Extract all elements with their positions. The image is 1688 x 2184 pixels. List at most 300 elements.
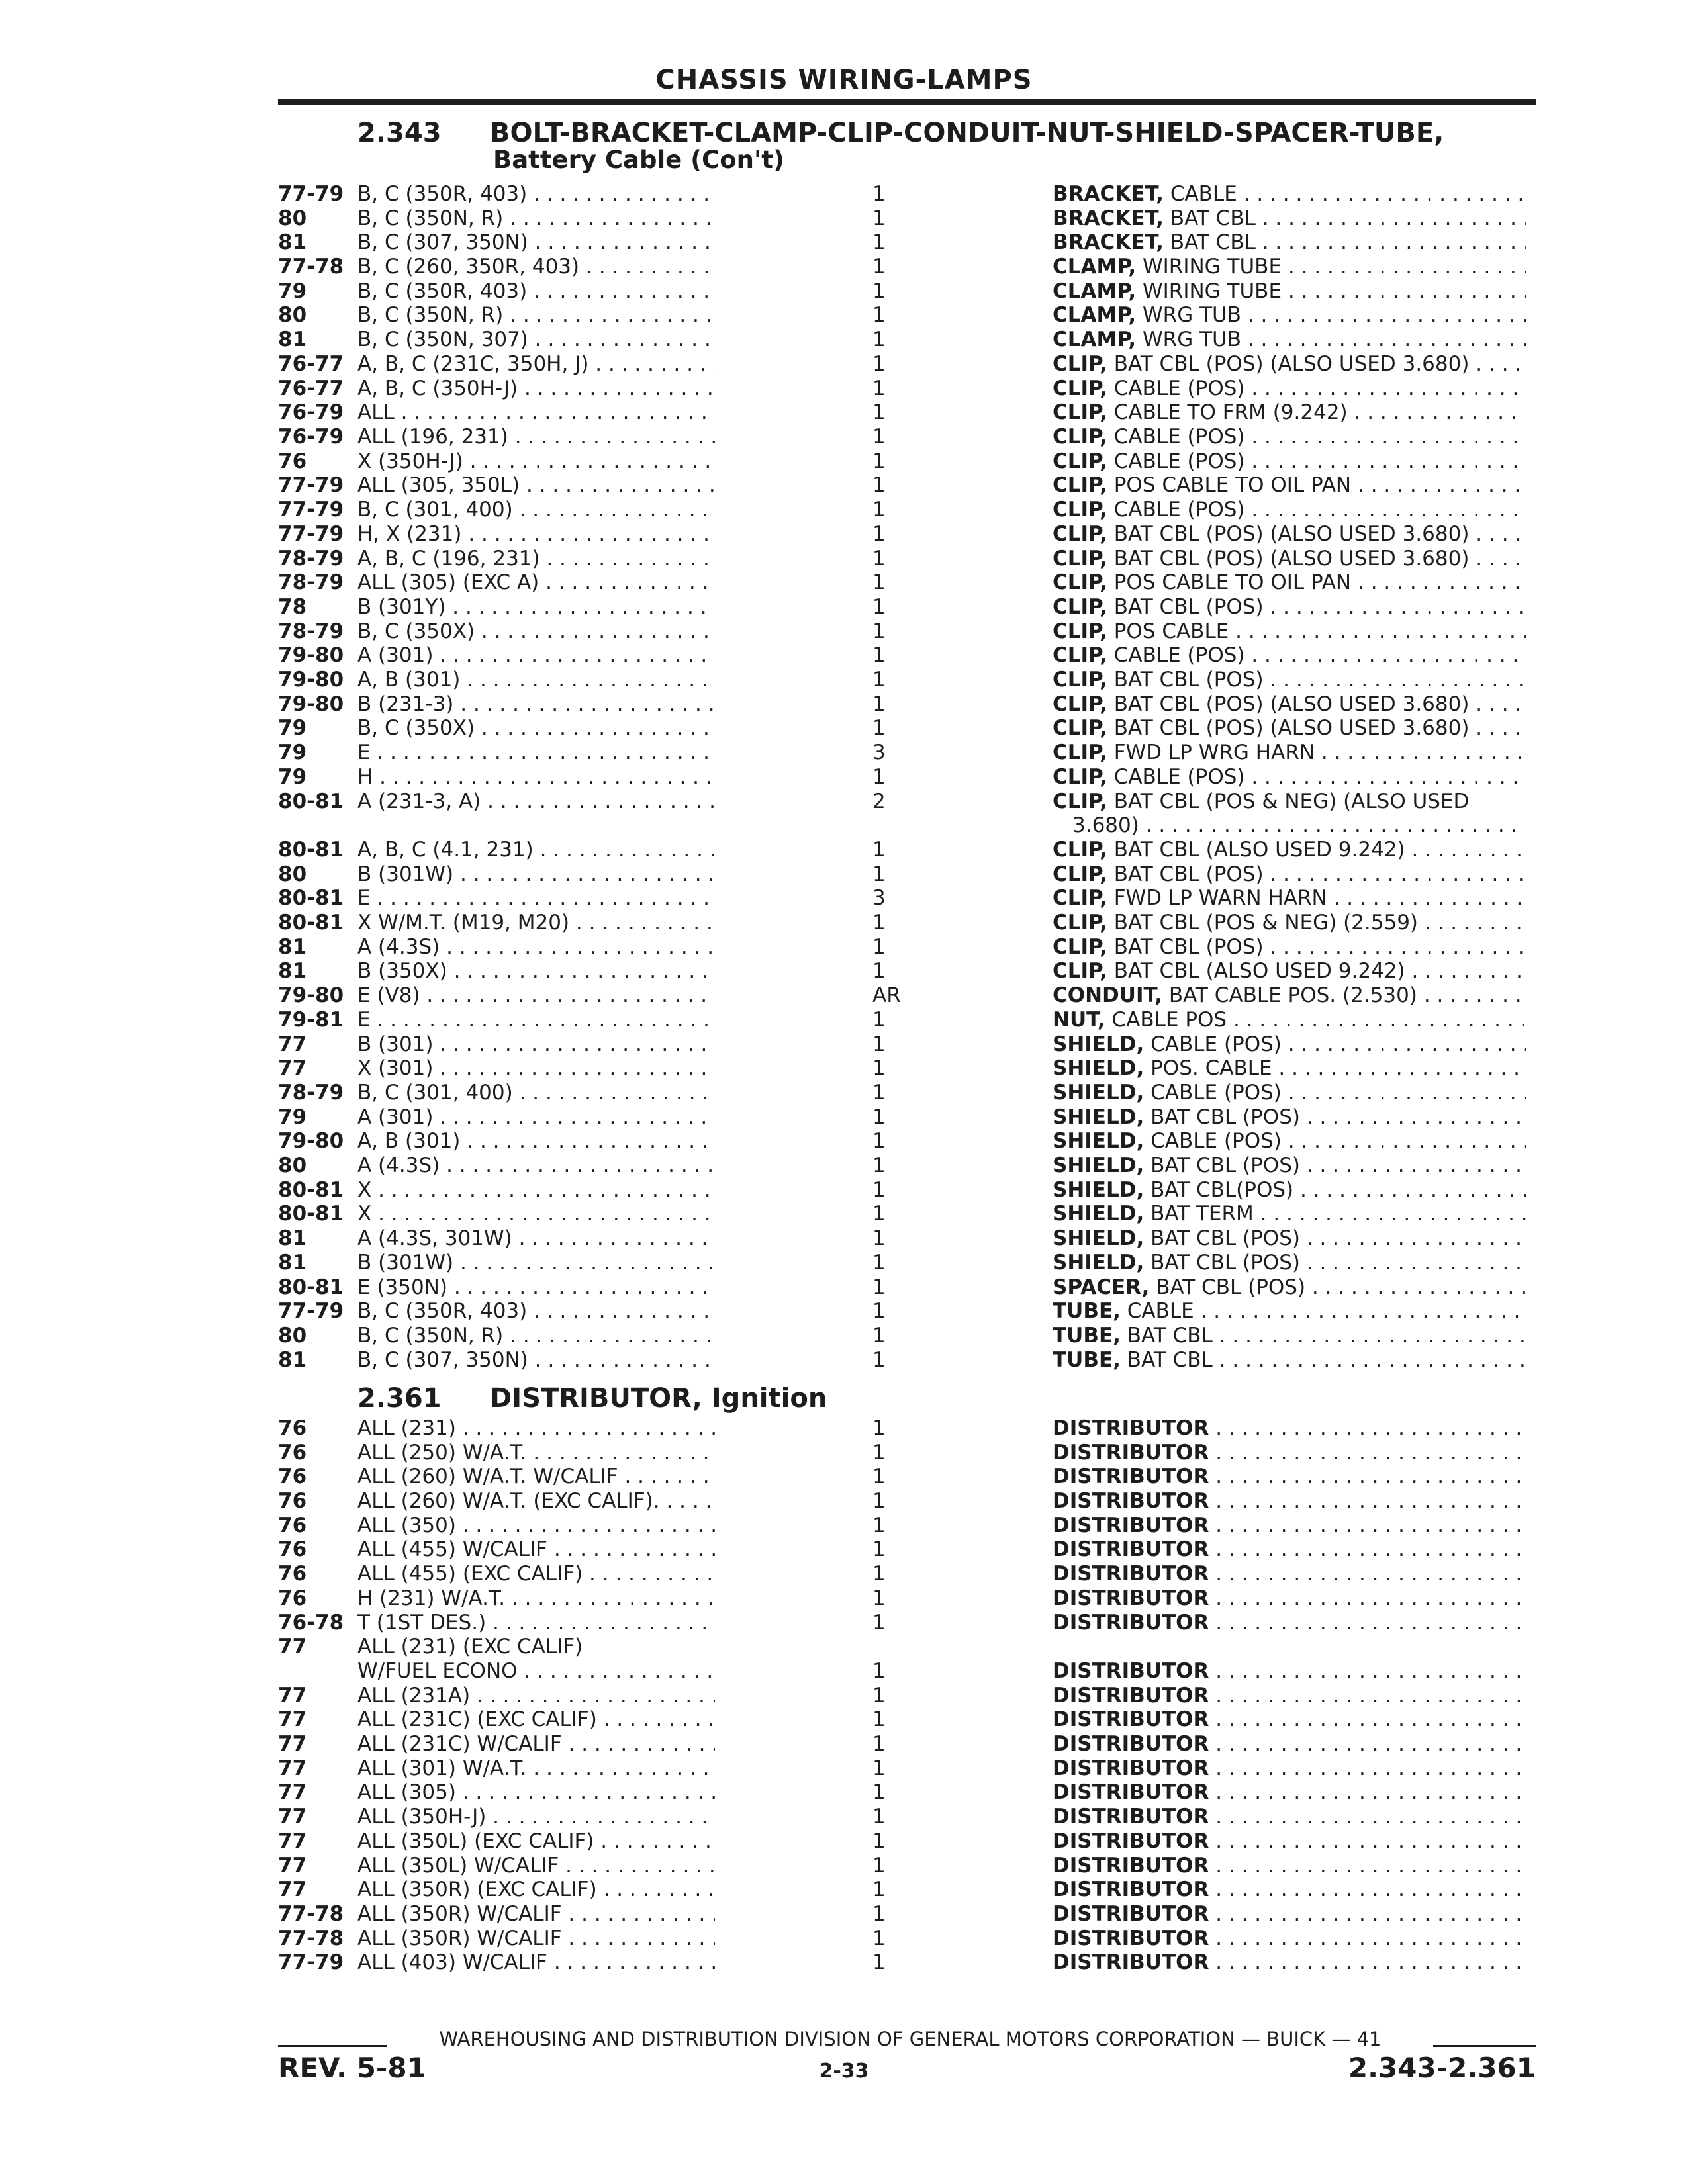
part-name: CLIP, [1053, 716, 1107, 740]
description-cell [1053, 1586, 1526, 1611]
application-cell: H . . . [357, 765, 715, 790]
year-cell: 80-81 [278, 886, 344, 910]
application-cell: A, B (301) . . . [357, 668, 715, 692]
part-detail: WRG TUB [1143, 303, 1241, 327]
description-cell [1053, 1251, 1526, 1275]
section-title-suffix: Ignition [711, 1383, 827, 1414]
application-cell: ALL (250) W/A.T. . . . [357, 1441, 715, 1465]
application-cell: ALL (350) . . . [357, 1514, 715, 1538]
application-cell: ALL (260) W/A.T. (EXC CALIF). . . . [357, 1489, 715, 1514]
part-detail: POS CABLE [1113, 619, 1229, 643]
description-cell [1053, 1154, 1526, 1178]
part-detail: CABLE [1127, 1299, 1194, 1323]
year-cell: 79 [278, 716, 307, 740]
year-cell: 76-79 [278, 425, 344, 449]
year-cell: 77 [278, 1780, 307, 1804]
part-detail: POS CABLE TO OIL PAN [1113, 570, 1352, 594]
part-name: CLAMP, [1053, 279, 1137, 303]
description-cell [1053, 1707, 1526, 1732]
quantity-cell: 1 [872, 425, 886, 449]
application-cell: ALL . . . [357, 400, 715, 425]
application-cell: ALL (350L) (EXC CALIF) . . . [357, 1829, 715, 1854]
part-detail: CABLE TO FRM (9.242) [1113, 400, 1348, 424]
application-cell: A (4.3S, 301W) . . . [357, 1226, 715, 1251]
year-cell: 77 [278, 1056, 307, 1080]
application-cell: A (301) . . . [357, 643, 715, 668]
quantity-cell: 1 [872, 1756, 886, 1780]
part-name: CLIP, [1053, 425, 1107, 449]
part-detail: BAT CBL (POS) (ALSO USED 3.680) [1113, 352, 1470, 376]
part-name: DISTRIBUTOR [1053, 1586, 1209, 1610]
application-cell: E . . . [357, 741, 715, 765]
application-cell: A, B, C (231C, 350H, J) . . . [357, 352, 715, 377]
part-detail: BAT CBL (POS) [1156, 1275, 1306, 1299]
application-cell: B, C (350N, 307) . . . [357, 328, 715, 352]
year-cell: 77 [278, 1756, 307, 1780]
year-cell: 77-78 [278, 255, 344, 279]
year-cell: 78-79 [278, 570, 344, 594]
description-cell [1053, 1537, 1526, 1562]
quantity-cell: 1 [872, 570, 886, 594]
section-number: 2.361 [357, 1383, 442, 1414]
year-cell: 78-79 [278, 547, 344, 570]
footer-rule-left [278, 2045, 387, 2047]
description-cell [1053, 716, 1526, 741]
year-cell: 77 [278, 1854, 307, 1878]
year-cell: 77 [278, 1635, 307, 1659]
year-cell: 77-79 [278, 182, 344, 206]
year-cell: 76 [278, 1586, 307, 1610]
quantity-cell: 1 [872, 619, 886, 643]
part-detail: BAT CBL (POS) [1113, 668, 1264, 692]
description-cell [1053, 935, 1526, 960]
section-number: 2.343 [357, 118, 442, 148]
year-cell: 77-79 [278, 1950, 344, 1974]
description-cell [1053, 522, 1526, 547]
quantity-cell: 1 [872, 1732, 886, 1756]
year-cell: 79-80 [278, 1129, 344, 1153]
part-detail: BAT CABLE POS. (2.530) [1168, 983, 1417, 1007]
part-name: DISTRIBUTOR [1053, 1537, 1209, 1561]
description-cell [1053, 1902, 1526, 1927]
quantity-cell: 1 [872, 1878, 886, 1901]
year-cell: 79 [278, 741, 307, 764]
year-cell: 81 [278, 1226, 307, 1250]
description-cell [1053, 1348, 1526, 1373]
year-cell: 76-77 [278, 377, 344, 400]
footer-rule-right [1433, 2045, 1536, 2047]
application-cell: ALL (260) W/A.T. W/CALIF . . . [357, 1465, 715, 1489]
quantity-cell: 1 [872, 935, 886, 959]
application-cell: B, C (350N, R) . . . [357, 206, 715, 231]
part-name: DISTRIBUTOR [1053, 1441, 1209, 1465]
year-cell: 76-79 [278, 400, 344, 424]
year-cell: 80 [278, 303, 307, 327]
part-name: SHIELD, [1053, 1226, 1145, 1250]
section-title: BOLT-BRACKET-CLAMP-CLIP-CONDUIT-NUT-SHIELD-SPACER-TUBE, [490, 118, 1444, 148]
year-cell: 76 [278, 1562, 307, 1586]
application-cell: E (V8) . . . [357, 983, 715, 1008]
description-cell [1053, 790, 1526, 814]
description-cell [1053, 1562, 1526, 1586]
quantity-cell: 1 [872, 1416, 886, 1440]
year-cell: 77 [278, 1684, 307, 1707]
quantity-cell: 1 [872, 498, 886, 522]
application-cell: B, C (301, 400) . . . [357, 498, 715, 522]
application-cell: B (301W) . . . [357, 862, 715, 887]
part-name: DISTRIBUTOR [1053, 1416, 1209, 1440]
description-cell [1053, 1226, 1526, 1251]
year-cell: 78 [278, 595, 307, 619]
year-cell: 80-81 [278, 790, 344, 813]
application-cell: ALL (350L) W/CALIF . . . [357, 1854, 715, 1878]
part-name: CLIP, [1053, 547, 1107, 570]
application-cell: A (4.3S) . . . [357, 935, 715, 960]
part-name: DISTRIBUTOR [1053, 1562, 1209, 1586]
description-cell [1053, 619, 1526, 644]
description-cell [1053, 255, 1526, 279]
part-name: CLAMP, [1053, 328, 1137, 351]
description-cell [1053, 182, 1526, 206]
description-cell [1053, 1178, 1526, 1203]
part-name: SHIELD, [1053, 1105, 1145, 1129]
description-cell [1053, 765, 1526, 790]
quantity-cell: 1 [872, 1056, 886, 1080]
year-cell: 81 [278, 935, 307, 959]
quantity-cell: 1 [872, 206, 886, 230]
quantity-cell: 1 [872, 1105, 886, 1129]
application-cell: B, C (307, 350N) . . . [357, 1348, 715, 1373]
part-detail: BAT CBL (POS) (ALSO USED 3.680) [1113, 692, 1470, 716]
application-cell: ALL (350R) (EXC CALIF) . . . [357, 1878, 715, 1902]
part-detail: CABLE (POS) [1113, 425, 1245, 449]
year-cell: 79-81 [278, 1008, 344, 1032]
quantity-cell: 1 [872, 1154, 886, 1177]
quantity-cell: 1 [872, 547, 886, 570]
year-cell: 76 [278, 1465, 307, 1488]
part-name: TUBE, [1053, 1324, 1121, 1347]
year-cell: 78-79 [278, 1081, 344, 1105]
part-detail: CABLE (POS) [1113, 449, 1245, 473]
quantity-cell: 1 [872, 1081, 886, 1105]
year-cell: 79 [278, 765, 307, 789]
part-name: DISTRIBUTOR [1053, 1854, 1209, 1878]
quantity-cell: 1 [872, 1348, 886, 1372]
application-cell: ALL (305) . . . [357, 1780, 715, 1805]
description-cell [1053, 1056, 1526, 1081]
application-cell: ALL (231) (EXC CALIF) [357, 1635, 583, 1659]
application-cell: H (231) W/A.T. . . . [357, 1586, 715, 1611]
year-cell: 80 [278, 206, 307, 230]
part-name: CLIP, [1053, 522, 1107, 546]
quantity-cell: 1 [872, 1829, 886, 1853]
year-cell: 77 [278, 1829, 307, 1853]
part-name: SHIELD, [1053, 1129, 1145, 1153]
year-cell: 80 [278, 1324, 307, 1347]
quantity-cell: 1 [872, 328, 886, 351]
description-cell [1053, 595, 1526, 619]
year-cell: 76 [278, 1537, 307, 1561]
description-cell [1053, 206, 1526, 231]
application-cell: A, B, C (350H-J) . . . [357, 377, 715, 401]
description-cell [1053, 1324, 1526, 1348]
part-name: CLIP, [1053, 377, 1107, 400]
part-detail: BAT CBL (POS) [1150, 1226, 1300, 1250]
quantity-cell: 1 [872, 1684, 886, 1707]
quantity-cell: 1 [872, 595, 886, 619]
year-cell: 77-79 [278, 498, 344, 522]
year-cell: 76 [278, 449, 307, 473]
application-cell: ALL (301) W/A.T. . . . [357, 1756, 715, 1781]
year-cell: 78-79 [278, 619, 344, 643]
part-name: DISTRIBUTOR [1053, 1611, 1209, 1635]
description-cell [1053, 838, 1526, 862]
application-cell: B (350X) . . . [357, 959, 715, 983]
year-cell: 79 [278, 1105, 307, 1129]
year-cell: 81 [278, 1251, 307, 1275]
part-name: SHIELD, [1053, 1154, 1145, 1177]
part-name: SHIELD, [1053, 1251, 1145, 1275]
header-rule [278, 99, 1536, 105]
part-name: DISTRIBUTOR [1053, 1684, 1209, 1707]
application-cell: ALL (231C) W/CALIF . . . [357, 1732, 715, 1756]
description-cell [1053, 1732, 1526, 1756]
footer-revision: REV. 5-81 [278, 2052, 426, 2084]
description-cell [1053, 400, 1526, 425]
part-detail: CABLE (POS) [1113, 643, 1245, 667]
part-name: SPACER, [1053, 1275, 1150, 1299]
part-detail: BAT CBL [1127, 1324, 1213, 1347]
part-detail: BAT CBL (ALSO USED 9.242) [1113, 838, 1405, 862]
quantity-cell: AR [872, 983, 901, 1007]
part-detail: FWD LP WRG HARN [1113, 741, 1315, 764]
year-cell: 76 [278, 1416, 307, 1440]
part-name: CONDUIT, [1053, 983, 1162, 1007]
part-name: CLIP, [1053, 352, 1107, 376]
quantity-cell: 1 [872, 1032, 886, 1056]
part-name: BRACKET, [1053, 182, 1164, 206]
description-cell [1053, 377, 1526, 401]
application-cell: E . . . [357, 1008, 715, 1032]
part-detail: BAT TERM [1150, 1202, 1254, 1226]
quantity-cell: 1 [872, 1562, 886, 1586]
description-cell [1053, 668, 1526, 692]
year-cell: 79-80 [278, 668, 344, 692]
quantity-cell: 1 [872, 765, 886, 789]
year-cell: 79-80 [278, 643, 344, 667]
quantity-cell: 1 [872, 911, 886, 934]
description-cell [1053, 1299, 1526, 1324]
application-cell: B, C (350N, R) . . . [357, 303, 715, 328]
part-name: SHIELD, [1053, 1178, 1145, 1202]
quantity-cell: 1 [872, 959, 886, 983]
quantity-cell: 1 [872, 1489, 886, 1513]
application-cell: B, C (301, 400) . . . [357, 1081, 715, 1105]
year-cell: 81 [278, 1348, 307, 1372]
description-cell [1053, 1927, 1526, 1951]
part-name: CLIP, [1053, 790, 1107, 813]
description-cell [1053, 1756, 1526, 1781]
quantity-cell: 1 [872, 377, 886, 400]
description-cell [1053, 498, 1526, 522]
year-cell: 80-81 [278, 1275, 344, 1299]
year-cell: 77-78 [278, 1927, 344, 1950]
section-heading-2343 [357, 118, 1444, 148]
year-cell: 80-81 [278, 1178, 344, 1202]
application-cell: B (301W) . . . [357, 1251, 715, 1275]
year-cell: 79-80 [278, 983, 344, 1007]
part-name: CLIP, [1053, 570, 1107, 594]
year-cell: 76-78 [278, 1611, 344, 1635]
description-cell [1053, 643, 1526, 668]
description-continuation: 3.680) . . . [1072, 813, 1526, 838]
part-name: CLIP, [1053, 668, 1107, 692]
part-name: DISTRIBUTOR [1053, 1780, 1209, 1804]
part-detail: CABLE (POS) [1150, 1129, 1282, 1153]
application-cell: B, C (350X) . . . [357, 619, 715, 644]
year-cell: 77 [278, 1805, 307, 1829]
part-name: CLIP, [1053, 498, 1107, 522]
quantity-cell: 1 [872, 1586, 886, 1610]
application-cell: X . . . [357, 1178, 715, 1203]
quantity-cell: 1 [872, 1275, 886, 1299]
part-detail: BAT CBL (POS) [1113, 595, 1264, 619]
section-title: DISTRIBUTOR, [490, 1383, 702, 1414]
part-detail: CABLE POS [1111, 1008, 1227, 1032]
part-name: CLIP, [1053, 449, 1107, 473]
part-detail: WIRING TUBE [1143, 255, 1282, 279]
application-cell: ALL (231C) (EXC CALIF) . . . [357, 1707, 715, 1732]
description-cell [1053, 1275, 1526, 1300]
footer-page-number: 2-33 [819, 2060, 869, 2083]
application-cell: ALL (305, 350L) . . . [357, 473, 715, 498]
quantity-cell: 1 [872, 1805, 886, 1829]
quantity-cell: 1 [872, 1514, 886, 1537]
quantity-cell: 1 [872, 1465, 886, 1488]
application-cell: E (350N) . . . [357, 1275, 715, 1300]
year-cell: 76 [278, 1489, 307, 1513]
application-cell: ALL (196, 231) . . . [357, 425, 715, 449]
part-name: DISTRIBUTOR [1053, 1659, 1209, 1683]
description-cell [1053, 1805, 1526, 1829]
part-detail: POS. CABLE [1150, 1056, 1272, 1080]
quantity-cell: 1 [872, 1441, 886, 1465]
part-name: NUT, [1053, 1008, 1105, 1032]
year-cell: 77-79 [278, 473, 344, 497]
description-cell [1053, 959, 1526, 983]
part-name: CLIP, [1053, 862, 1107, 886]
description-cell [1053, 1514, 1526, 1538]
description-cell [1053, 886, 1526, 911]
part-detail: BAT CBL(POS) [1150, 1178, 1294, 1202]
description-cell [1053, 449, 1526, 474]
quantity-cell: 1 [872, 279, 886, 303]
application-cell: A (4.3S) . . . [357, 1154, 715, 1178]
quantity-cell: 1 [872, 522, 886, 546]
quantity-cell: 1 [872, 716, 886, 740]
part-name: DISTRIBUTOR [1053, 1927, 1209, 1950]
footer-publisher: WAREHOUSING AND DISTRIBUTION DIVISION OF GENERAL MOTORS CORPORATION — BUICK — 41 [439, 2028, 1382, 2050]
description-cell [1053, 328, 1526, 352]
part-name: CLIP, [1053, 838, 1107, 862]
application-cell: B, C (350R, 403) . . . [357, 279, 715, 304]
application-cell: ALL (455) (EXC CALIF) . . . [357, 1562, 715, 1586]
year-cell: 77-78 [278, 1902, 344, 1926]
description-cell [1053, 1950, 1526, 1975]
quantity-cell: 1 [872, 1659, 886, 1683]
section-subtitle: Battery Cable (Con't) [493, 146, 784, 174]
part-name: CLIP, [1053, 643, 1107, 667]
part-name: DISTRIBUTOR [1053, 1756, 1209, 1780]
quantity-cell: 1 [872, 1902, 886, 1926]
application-cell: H, X (231) . . . [357, 522, 715, 547]
year-cell: 79 [278, 279, 307, 303]
description-cell [1053, 1465, 1526, 1489]
quantity-cell: 1 [872, 473, 886, 497]
quantity-cell: 1 [872, 255, 886, 279]
part-name: SHIELD, [1053, 1056, 1145, 1080]
description-cell [1053, 303, 1526, 328]
application-cell: ALL (350R) W/CALIF . . . [357, 1902, 715, 1927]
quantity-cell: 1 [872, 1927, 886, 1950]
description-cell [1053, 570, 1526, 595]
description-cell [1053, 473, 1526, 498]
part-name: DISTRIBUTOR [1053, 1465, 1209, 1488]
description-cell [1053, 692, 1526, 717]
part-name: BRACKET, [1053, 206, 1164, 230]
part-detail: BAT CBL (POS) [1113, 935, 1264, 959]
application-cell: T (1ST DES.) . . . [357, 1611, 715, 1635]
year-cell: 77-79 [278, 522, 344, 546]
part-detail: WIRING TUBE [1143, 279, 1282, 303]
year-cell: 76-77 [278, 352, 344, 376]
section-heading-2361 [357, 1383, 827, 1414]
description-cell [1053, 741, 1526, 765]
part-detail: BAT CBL [1127, 1348, 1213, 1372]
description-cell [1053, 1829, 1526, 1854]
year-cell: 81 [278, 959, 307, 983]
quantity-cell: 1 [872, 1854, 886, 1878]
year-cell: 80-81 [278, 911, 344, 934]
part-name: CLIP, [1053, 473, 1107, 497]
quantity-cell: 1 [872, 449, 886, 473]
quantity-cell: 1 [872, 400, 886, 424]
quantity-cell: 1 [872, 303, 886, 327]
application-cell: B (231-3) . . . [357, 692, 715, 717]
application-cell: ALL (231A) . . . [357, 1684, 715, 1708]
application-cell: A, B, C (196, 231) . . . [357, 547, 715, 571]
year-cell: 77 [278, 1878, 307, 1901]
description-cell [1053, 279, 1526, 304]
part-name: DISTRIBUTOR [1053, 1829, 1209, 1853]
description-cell [1053, 1878, 1526, 1902]
application-cell: X W/M.T. (M19, M20) . . . [357, 911, 715, 935]
application-cell: B, C (350R, 403) . . . [357, 182, 715, 206]
application-cell: B, C (350N, R) . . . [357, 1324, 715, 1348]
description-cell [1053, 352, 1526, 377]
application-cell: X . . . [357, 1202, 715, 1226]
application-cell: ALL (231) . . . [357, 1416, 715, 1441]
description-cell [1053, 1202, 1526, 1226]
quantity-cell: 1 [872, 352, 886, 376]
year-cell: 80-81 [278, 838, 344, 862]
application-cell: B (301Y) . . . [357, 595, 715, 619]
application-cell: B, C (260, 350R, 403) . . . [357, 255, 715, 279]
application-cell: A (301) . . . [357, 1105, 715, 1130]
quantity-cell: 1 [872, 1226, 886, 1250]
quantity-cell: 1 [872, 692, 886, 716]
year-cell: 80-81 [278, 1202, 344, 1226]
